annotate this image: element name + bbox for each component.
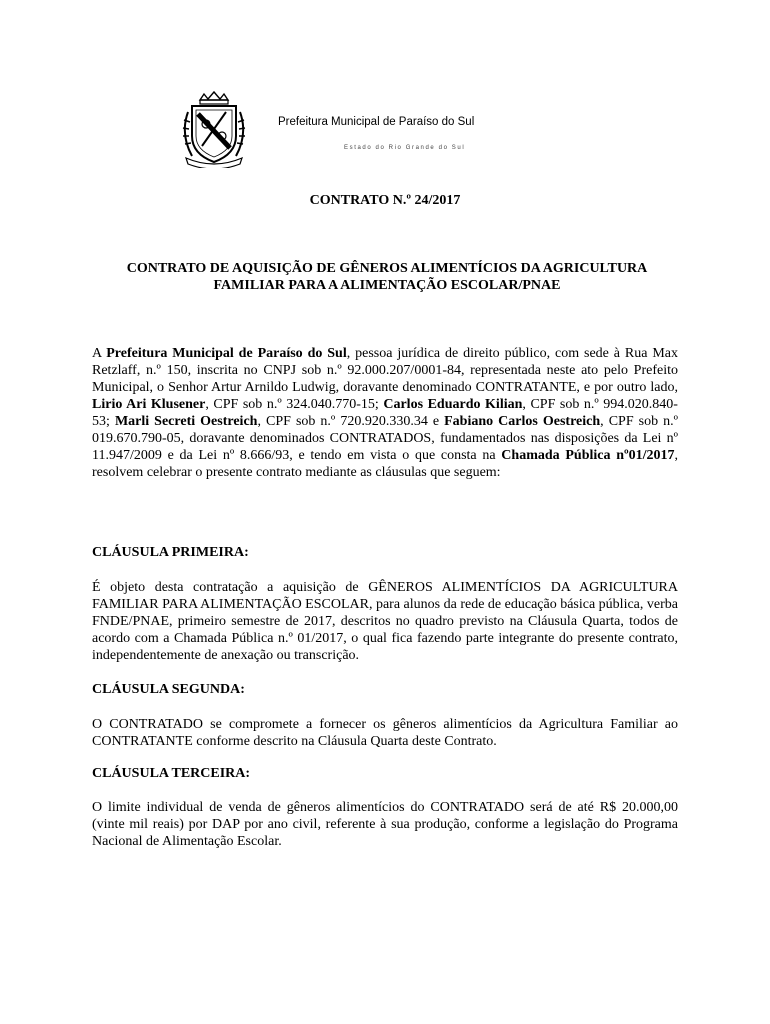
intro-text: , CPF sob n.º 994.020.840-53; [92,397,678,429]
clause-text: É objeto desta contratação a aquisição de GÊNEROS ALIMENTÍCIOS DA AGRICULTURA FAMILIAR PARA ALIMENTAÇÃO ESCOLAR, para alunos da rede de educação básica pública, verba FNDE/PNAE, primeiro semestre de 2017, descritos no quadro previsto na Cláusula Quarta, todos de acordo com a Chamada Pública n.º 01/2017, o qual fica fazendo parte integrante do presente contrato, independentemente de anexação ou transcrição. [92,580,678,663]
state-name: Estado do Rio Grande do Sul [344,145,466,151]
contracted-name: Lirio Ari Klusener [92,397,206,412]
intro-text: , CPF sob n.º 324.040.770-15; [205,397,384,412]
intro-text: , pessoa jurídica de direito público, com sede à Rua Max Retzlaff, n.º 150, inscrita no CNPJ sob n.º 92.000.207/0001-84, representada neste ato pelo Prefeito Municipal, o Senhor Artur Arnildo Ludwig, doravante denominado CONTRATANTE, e por outro lado, [92,346,678,395]
letterhead [178,90,598,170]
contracted-name: Carlos Eduardo Kilian [383,397,523,412]
clause-heading: CLÁUSULA PRIMEIRA: [92,545,249,560]
clause-text: O CONTRATADO se compromete a fornecer os gêneros alimentícios da Agricultura Familiar ao CONTRATANTE conforme descrito na Cláusula Quarta deste Contrato. [92,717,678,749]
contracted-name: Fabiano Carlos Oestreich [444,414,601,429]
contract-title: CONTRATO DE AQUISIÇÃO DE GÊNEROS ALIMENTÍCIOS DA AGRICULTURA FAMILIAR PARA A ALIMENTAÇÃO ESCOLAR/PNAE [126,261,648,293]
municipality-name: Prefeitura Municipal de Paraíso do Sul [278,116,475,128]
contractor-name: Prefeitura Municipal de Paraíso do Sul [106,346,347,361]
intro-paragraph [92,345,678,481]
contracted-name: Marli Secreti Oestreich [114,414,258,429]
intro-text: , CPF sob n.º 720.920.330.34 e [257,414,445,429]
municipal-coat-of-arms-icon [178,90,250,168]
clause-heading: CLÁUSULA SEGUNDA: [92,682,245,697]
contract-number: CONTRATO N.º 24/2017 [309,193,461,208]
clause-text: O limite individual de venda de gêneros alimentícios do CONTRATADO será de até R$ 20.000,00 (vinte mil reais) por DAP por ano civil, referente à sua produção, conforme a legislação do Programa Nacional de Alimentação Escolar. [92,800,678,849]
intro-text: A [92,346,107,361]
intro-text: , CPF sob n.º 019.670.790-05, doravante denominados CONTRATADOS, fundamentados nas disposições da Lei nº 11.947/2009 e da Lei nº 8.666/93, e tendo em vista o que consta na [92,414,678,463]
public-call-reference: Chamada Pública nº01/2017 [501,448,675,463]
intro-text: , resolvem celebrar o presente contrato mediante as cláusulas que seguem: [92,448,678,480]
clause-heading: CLÁUSULA TERCEIRA: [92,766,251,781]
